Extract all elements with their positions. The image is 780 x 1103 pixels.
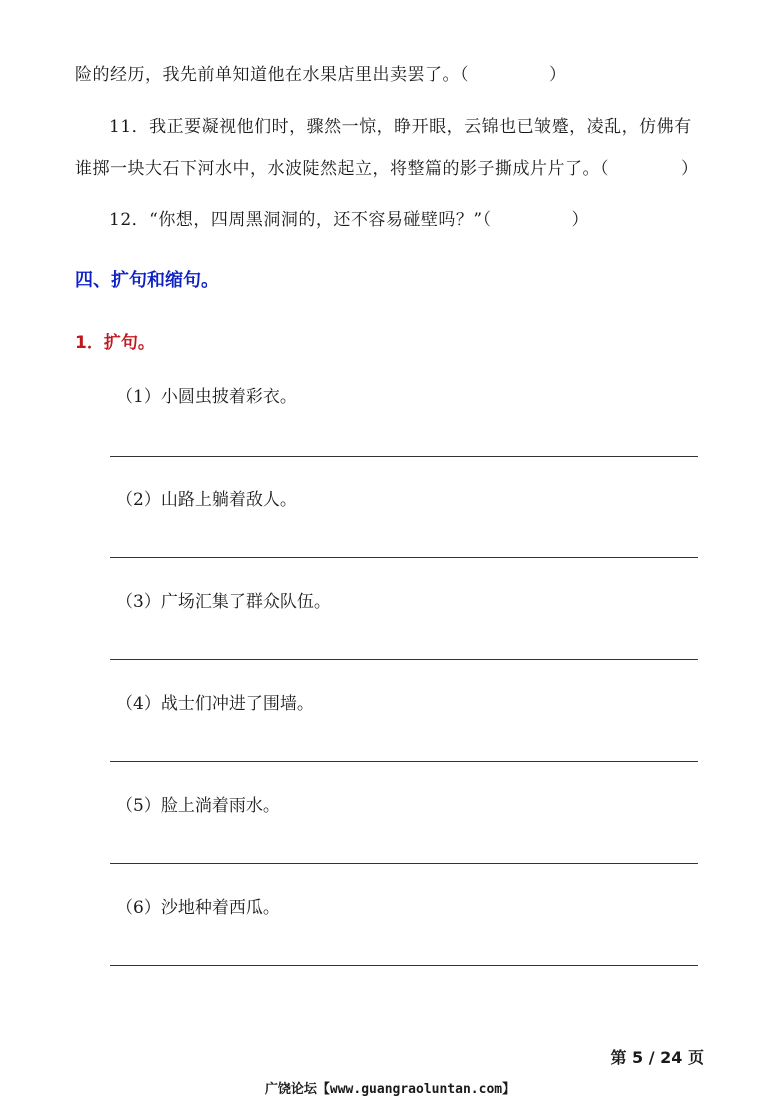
exercise-item-3: （3）广场汇集了群众队伍。	[116, 592, 331, 612]
question-12	[109, 209, 589, 231]
exercise-item-1: （1）小圆虫披着彩衣。	[116, 387, 297, 407]
answer-line-3[interactable]	[110, 659, 698, 660]
question-10-continuation	[75, 64, 567, 86]
answer-line-2[interactable]	[110, 557, 698, 558]
answer-line-1[interactable]	[110, 456, 698, 457]
question-11-line-1: 11．我正要凝视他们时，骤然一惊，睁开眼，云锦也已皱蹙，凌乱，仿佛有	[109, 117, 692, 137]
exercise-item-6: （6）沙地种着西瓜。	[116, 898, 280, 918]
answer-line-4[interactable]	[110, 761, 698, 762]
section-heading: 四、扩句和缩句。	[75, 270, 219, 291]
exercise-item-2: （2）山路上躺着敌人。	[116, 490, 297, 510]
page-number: 第 5 / 24 页	[610, 1048, 704, 1067]
exercise-item-4: （4）战士们冲进了围墙。	[116, 694, 314, 714]
answer-blank-close-paren: ）	[549, 65, 567, 85]
site-footer: 广饶论坛【www.guangraoluntan.com】	[264, 1082, 516, 1097]
exercise-item-5: （5）脸上淌着雨水。	[116, 796, 280, 816]
answer-line-6[interactable]	[110, 965, 698, 966]
sub-heading: 1．扩句。	[75, 333, 155, 353]
question-10-text: 险的经历，我先前单知道他在水果店里出卖罢了。（	[75, 65, 469, 85]
answer-blank-close-paren: ）	[571, 210, 590, 230]
question-11-line-2	[75, 158, 699, 180]
answer-blank-close-paren: ）	[681, 159, 699, 179]
question-12-text: 12．“你想，四周黑洞洞的，还不容易碰壁吗？”（	[109, 210, 492, 230]
question-11-text: 谁掷一块大石下河水中，水波陡然起立，将整篇的影子撕成片片了。（	[75, 159, 609, 179]
answer-line-5[interactable]	[110, 863, 698, 864]
